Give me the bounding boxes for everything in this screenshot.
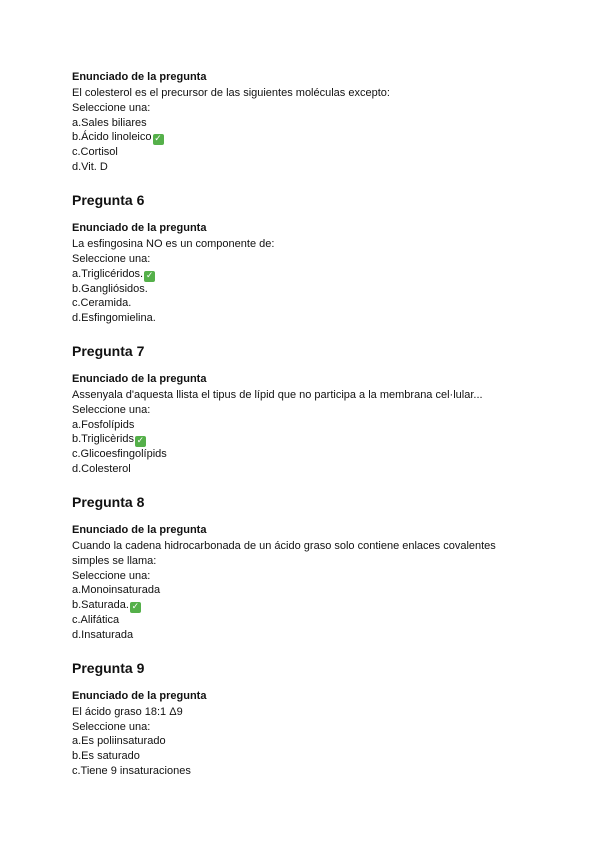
question-text: Assenyala d'aquesta llista el tipus de lípid que no participa a la membrana cel·lular... <box>72 388 483 401</box>
option-label: d.Insaturada <box>72 628 134 641</box>
option-label: b.Gangliósidos. <box>72 282 148 295</box>
option-c[interactable] <box>72 145 532 160</box>
question-text: El colesterol es el precursor de las siguientes moléculas excepto: <box>72 87 390 99</box>
check-mark-icon: ✓ <box>145 270 154 281</box>
statement-heading: Enunciado de la pregunta <box>72 689 207 702</box>
question-title: Pregunta 6 <box>72 191 145 208</box>
option-b[interactable] <box>72 598 532 613</box>
check-mark-icon: ✓ <box>136 436 145 447</box>
select-prompt: Seleccione una: <box>72 101 151 114</box>
question-5 <box>72 70 532 175</box>
option-label: d.Colesterol <box>72 463 131 476</box>
option-label: c.Alifática <box>72 614 120 627</box>
option-b[interactable] <box>72 749 532 764</box>
option-a[interactable] <box>72 116 532 131</box>
question-7 <box>72 342 532 477</box>
question-text: Cuando la cadena hidrocarbonada de un ácido graso solo contiene enlaces covalentes simples se llama: <box>72 539 496 567</box>
option-label: a.Sales biliares <box>72 116 147 129</box>
option-d[interactable] <box>72 628 532 643</box>
option-b[interactable] <box>72 282 532 297</box>
question-text: La esfingosina NO es un componente de: <box>72 237 275 250</box>
option-label: c.Cortisol <box>72 146 118 159</box>
statement-heading: Enunciado de la pregunta <box>72 523 207 536</box>
option-label: c.Glicoesfingolípids <box>72 448 167 461</box>
option-label: a.Fosfolípids <box>72 418 135 431</box>
check-mark-icon: ✓ <box>131 602 140 613</box>
option-label: b.Triglicèrids <box>72 433 134 446</box>
statement-heading: Enunciado de la pregunta <box>72 71 207 83</box>
option-b[interactable] <box>72 432 532 447</box>
question-9 <box>72 659 532 779</box>
question-text: El ácido graso 18:1 Δ9 <box>72 705 183 718</box>
option-label: d.Vit. D <box>72 161 108 174</box>
option-c[interactable] <box>72 764 532 779</box>
option-label: a.Monoinsaturada <box>72 584 161 597</box>
question-8 <box>72 493 532 643</box>
option-a[interactable] <box>72 583 532 598</box>
option-label: b.Es saturado <box>72 750 140 763</box>
statement-heading: Enunciado de la pregunta <box>72 372 207 385</box>
select-prompt: Seleccione una: <box>72 720 151 733</box>
option-label: b.Saturada. <box>72 599 129 612</box>
option-label: c.Ceramida. <box>72 297 132 310</box>
option-d[interactable] <box>72 462 532 477</box>
option-label: c.Tiene 9 insaturaciones <box>72 764 191 777</box>
option-a[interactable] <box>72 418 532 433</box>
option-label: b.Ácido linoleico <box>72 131 152 144</box>
option-c[interactable] <box>72 296 532 311</box>
option-label: a.Es poliinsaturado <box>72 735 166 748</box>
option-d[interactable] <box>72 311 532 326</box>
quiz-page <box>72 70 532 779</box>
option-c[interactable] <box>72 447 532 462</box>
option-c[interactable] <box>72 613 532 628</box>
option-label: a.Triglicéridos. <box>72 267 144 280</box>
option-b[interactable] <box>72 130 532 145</box>
option-a[interactable] <box>72 267 532 282</box>
option-a[interactable] <box>72 734 532 749</box>
statement-heading: Enunciado de la pregunta <box>72 221 207 234</box>
check-mark-icon: ✓ <box>154 134 162 145</box>
question-title: Pregunta 9 <box>72 659 145 676</box>
question-title: Pregunta 7 <box>72 342 145 359</box>
option-label: d.Esfingomielina. <box>72 312 156 325</box>
select-prompt: Seleccione una: <box>72 403 151 416</box>
select-prompt: Seleccione una: <box>72 569 151 582</box>
question-title: Pregunta 8 <box>72 493 145 510</box>
option-d[interactable] <box>72 160 532 175</box>
select-prompt: Seleccione una: <box>72 252 151 265</box>
question-6 <box>72 191 532 326</box>
